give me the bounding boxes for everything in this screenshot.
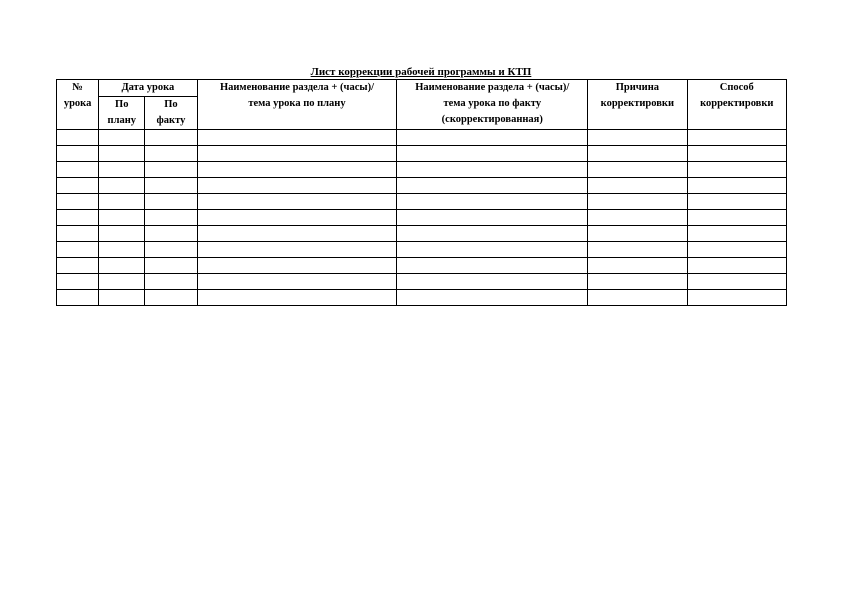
cell-reason[interactable] — [588, 194, 687, 210]
table-row — [57, 146, 787, 162]
cell-date-fact[interactable] — [145, 274, 197, 290]
header-lesson-number-line1: № — [72, 82, 83, 93]
header-correction-method-line1: Способ — [719, 82, 754, 93]
cell-lesson-number[interactable] — [57, 130, 99, 146]
header-fact-topic-line2: тема урока по факту — [443, 98, 542, 109]
cell-reason[interactable] — [588, 226, 687, 242]
cell-date-plan[interactable] — [99, 242, 145, 258]
header-by-plan-line2: плану — [107, 115, 137, 126]
table-row — [57, 194, 787, 210]
cell-date-fact[interactable] — [145, 178, 197, 194]
cell-reason[interactable] — [588, 146, 687, 162]
cell-date-plan[interactable] — [99, 210, 145, 226]
cell-fact-topic[interactable] — [397, 130, 588, 146]
table-row — [57, 290, 787, 306]
table-row — [57, 258, 787, 274]
cell-method[interactable] — [687, 290, 786, 306]
cell-fact-topic[interactable] — [397, 178, 588, 194]
cell-lesson-number[interactable] — [57, 146, 99, 162]
cell-date-plan[interactable] — [99, 178, 145, 194]
table-row — [57, 242, 787, 258]
table-row — [57, 210, 787, 226]
cell-fact-topic[interactable] — [397, 162, 588, 178]
header-lesson-number-line2: урока — [63, 98, 92, 109]
cell-date-fact[interactable] — [145, 290, 197, 306]
cell-date-fact[interactable] — [145, 130, 197, 146]
cell-fact-topic[interactable] — [397, 290, 588, 306]
cell-date-plan[interactable] — [99, 130, 145, 146]
cell-reason[interactable] — [588, 258, 687, 274]
header-plan-topic-line2: тема урока по плану — [248, 98, 346, 109]
cell-date-fact[interactable] — [145, 258, 197, 274]
cell-plan-topic[interactable] — [197, 274, 397, 290]
cell-lesson-number[interactable] — [57, 274, 99, 290]
cell-plan-topic[interactable] — [197, 162, 397, 178]
cell-reason[interactable] — [588, 130, 687, 146]
cell-plan-topic[interactable] — [197, 242, 397, 258]
header-by-fact-line2: факту — [156, 115, 186, 126]
cell-method[interactable] — [687, 274, 786, 290]
cell-method[interactable] — [687, 258, 786, 274]
header-plan-topic — [197, 80, 397, 130]
cell-fact-topic[interactable] — [397, 194, 588, 210]
cell-lesson-number[interactable] — [57, 162, 99, 178]
cell-reason[interactable] — [588, 242, 687, 258]
cell-fact-topic[interactable] — [397, 210, 588, 226]
table-row — [57, 162, 787, 178]
cell-lesson-number[interactable] — [57, 290, 99, 306]
header-fact-topic-line1: Наименование раздела + (часы)/ — [415, 82, 570, 93]
header-lesson-date: Дата урока — [99, 80, 197, 97]
cell-method[interactable] — [687, 210, 786, 226]
header-lesson-number — [57, 80, 99, 130]
table-body — [57, 130, 787, 306]
cell-date-plan[interactable] — [99, 274, 145, 290]
cell-lesson-number[interactable] — [57, 210, 99, 226]
header-by-fact-line1: По — [164, 99, 178, 110]
cell-plan-topic[interactable] — [197, 146, 397, 162]
document-title: Лист коррекции рабочей программы и КТП — [310, 66, 532, 78]
cell-date-plan[interactable] — [99, 258, 145, 274]
cell-plan-topic[interactable] — [197, 290, 397, 306]
table-row — [57, 130, 787, 146]
header-by-plan — [99, 97, 145, 130]
cell-plan-topic[interactable] — [197, 178, 397, 194]
cell-date-plan[interactable] — [99, 226, 145, 242]
cell-method[interactable] — [687, 162, 786, 178]
cell-reason[interactable] — [588, 178, 687, 194]
cell-fact-topic[interactable] — [397, 274, 588, 290]
cell-method[interactable] — [687, 130, 786, 146]
cell-fact-topic[interactable] — [397, 226, 588, 242]
header-correction-reason-line2: корректировки — [600, 98, 675, 109]
header-by-fact — [145, 97, 197, 130]
table-row — [57, 274, 787, 290]
header-correction-reason-line1: Причина — [615, 82, 660, 93]
cell-method[interactable] — [687, 194, 786, 210]
cell-plan-topic[interactable] — [197, 226, 397, 242]
cell-lesson-number[interactable] — [57, 194, 99, 210]
header-by-plan-line1: По — [115, 99, 129, 110]
cell-method[interactable] — [687, 146, 786, 162]
cell-lesson-number[interactable] — [57, 178, 99, 194]
cell-method[interactable] — [687, 242, 786, 258]
correction-table — [56, 79, 787, 306]
cell-reason[interactable] — [588, 290, 687, 306]
cell-date-plan[interactable] — [99, 162, 145, 178]
cell-date-fact[interactable] — [145, 194, 197, 210]
cell-plan-topic[interactable] — [197, 194, 397, 210]
cell-date-fact[interactable] — [145, 242, 197, 258]
cell-fact-topic[interactable] — [397, 258, 588, 274]
cell-method[interactable] — [687, 178, 786, 194]
cell-fact-topic[interactable] — [397, 242, 588, 258]
cell-date-fact[interactable] — [145, 162, 197, 178]
cell-reason[interactable] — [588, 162, 687, 178]
cell-date-fact[interactable] — [145, 226, 197, 242]
cell-date-plan[interactable] — [99, 194, 145, 210]
cell-reason[interactable] — [588, 274, 687, 290]
cell-lesson-number[interactable] — [57, 258, 99, 274]
cell-lesson-number[interactable] — [57, 242, 99, 258]
cell-plan-topic[interactable] — [197, 258, 397, 274]
cell-fact-topic[interactable] — [397, 146, 588, 162]
header-correction-method — [687, 80, 786, 130]
cell-method[interactable] — [687, 226, 786, 242]
cell-date-plan[interactable] — [99, 146, 145, 162]
cell-date-plan[interactable] — [99, 290, 145, 306]
table-header-row-1 — [57, 80, 787, 97]
cell-date-fact[interactable] — [145, 146, 197, 162]
table-row — [57, 226, 787, 242]
header-plan-topic-line1: Наименование раздела + (часы)/ — [219, 82, 374, 93]
cell-lesson-number[interactable] — [57, 226, 99, 242]
header-fact-topic-line3: (скорректированная) — [441, 114, 543, 125]
cell-plan-topic[interactable] — [197, 130, 397, 146]
header-correction-method-line2: корректировки — [700, 98, 774, 109]
header-fact-topic — [397, 80, 588, 130]
cell-date-fact[interactable] — [145, 210, 197, 226]
cell-plan-topic[interactable] — [197, 210, 397, 226]
header-correction-reason — [588, 80, 687, 130]
table-row — [57, 178, 787, 194]
cell-reason[interactable] — [588, 210, 687, 226]
